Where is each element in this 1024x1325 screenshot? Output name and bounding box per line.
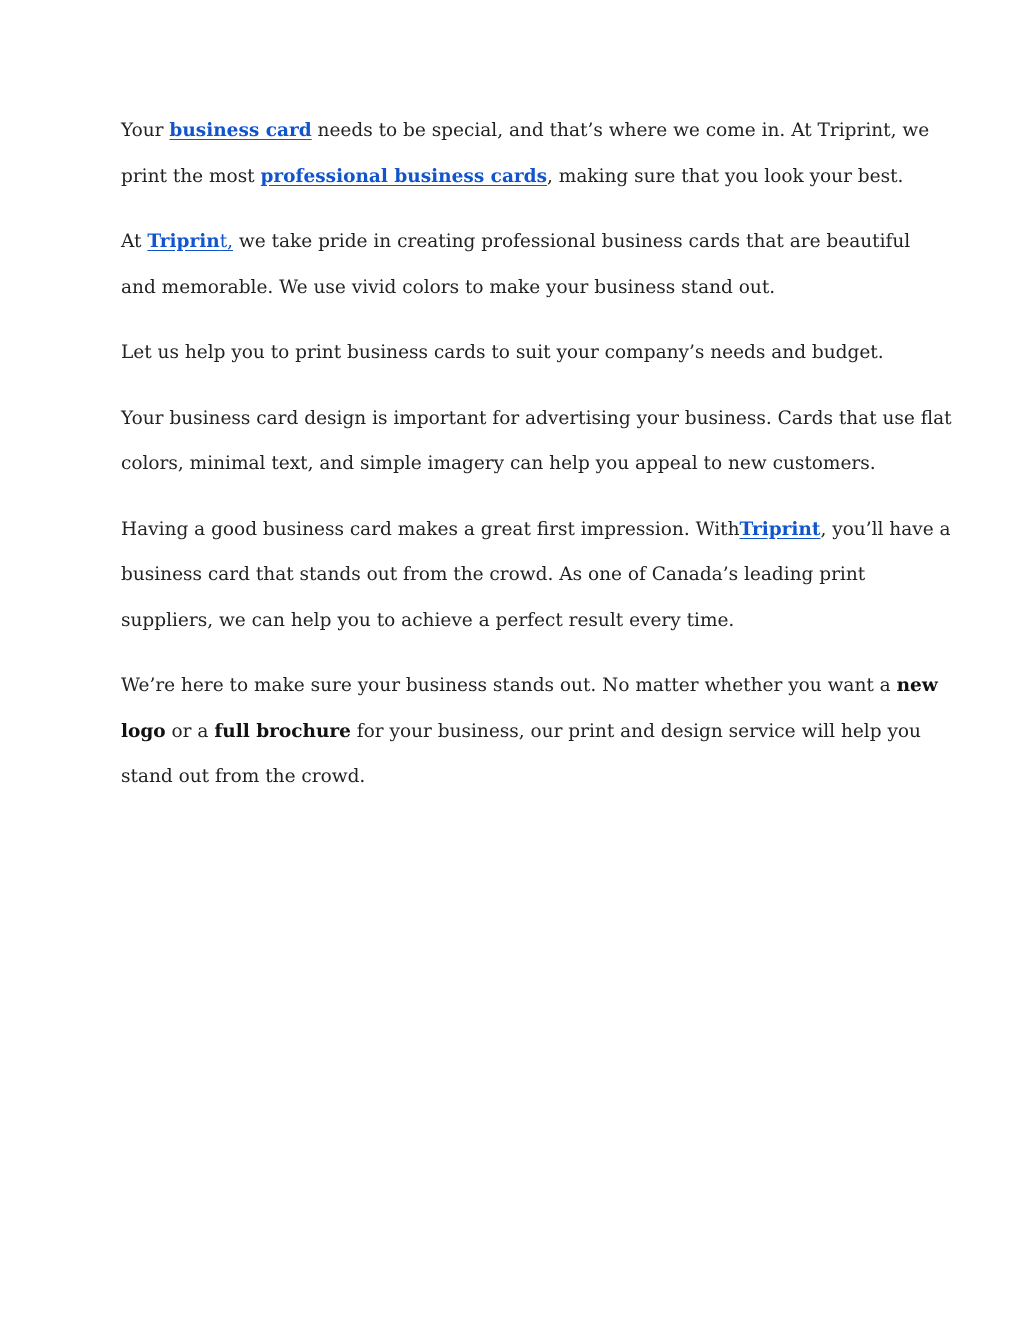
text-run: needs to be special, and that’s where we come in. At Triprint, we (311, 120, 930, 141)
paragraph-line (121, 154, 911, 200)
triprint-link[interactable]: Triprint (739, 518, 821, 540)
text-run: print the most (121, 165, 261, 187)
paragraph-impression (121, 507, 951, 644)
paragraph-line: Your business card design is important for advertising your business. Cards that use flat (121, 407, 952, 429)
paragraph-line (121, 709, 921, 755)
bold-text: full brochure (214, 720, 351, 742)
text-run: we take pride in creating professional business cards that are beautiful (233, 231, 911, 252)
paragraph-line: stand out from the crowd. (121, 766, 366, 787)
text-run: At (121, 231, 148, 252)
paragraph-line: business card that stands out from the crowd. As one of Canada’s leading print (121, 564, 866, 585)
triprint-link-tail[interactable]: t, (219, 231, 234, 252)
bold-text: new (896, 675, 938, 696)
text-run: , you’ll have a (820, 518, 951, 540)
text-run: We’re here to make sure your business stands out. No matter whether you want a (121, 675, 897, 696)
paragraph-line (121, 663, 938, 709)
paragraph-help (121, 330, 911, 376)
paragraph-line: and memorable. We use vivid colors to make your business stand out. (121, 276, 776, 298)
paragraph-line: Let us help you to print business cards to suit your company’s needs and budget. (121, 342, 884, 363)
text-run: Having a good business card makes a great first impression. With (121, 518, 740, 540)
bold-text: logo (121, 720, 166, 742)
professional-business-cards-link[interactable]: professional business cards (260, 165, 548, 187)
paragraph-design (121, 396, 952, 487)
paragraph-line (121, 507, 951, 553)
document-page (121, 108, 952, 820)
paragraph-stand-out (121, 663, 938, 800)
paragraph-line: colors, minimal text, and simple imagery can help you appeal to new customers. (121, 453, 876, 474)
paragraph-line (121, 219, 911, 265)
text-run: Your (121, 120, 170, 141)
text-run: or a (165, 720, 215, 742)
text-run: , making sure that you look your best. (547, 165, 904, 187)
triprint-link[interactable]: Triprin (147, 231, 220, 252)
paragraph-pride (121, 219, 911, 310)
paragraph-intro (121, 108, 930, 199)
paragraph-line: suppliers, we can help you to achieve a perfect result every time. (121, 609, 735, 631)
text-run: for your business, our print and design service will help you (350, 720, 921, 742)
paragraph-line (121, 108, 930, 154)
business-card-link[interactable]: business card (169, 120, 312, 141)
